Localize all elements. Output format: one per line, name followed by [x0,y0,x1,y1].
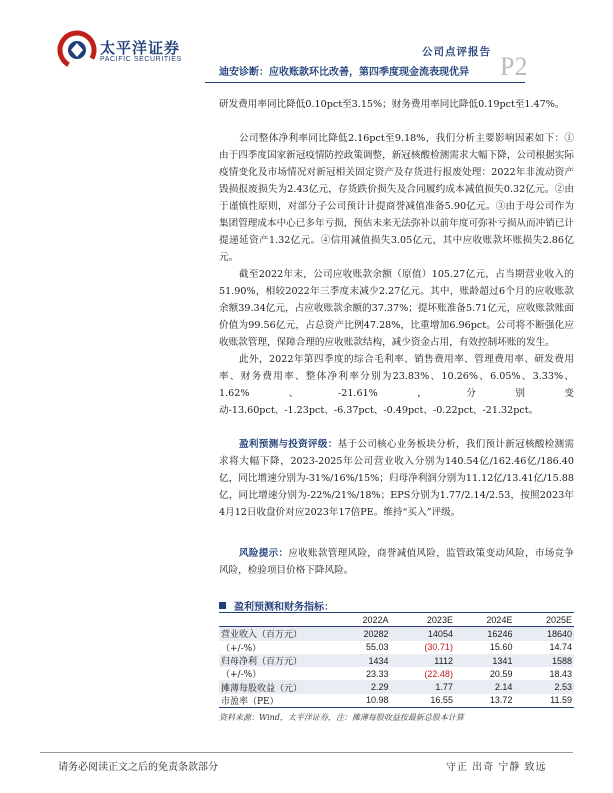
row-label: 营业收入（百万元） [219,627,331,641]
table-cell: 10.98 [331,694,391,708]
table-cell: 2.53 [514,680,574,693]
table-cell: 15.60 [489,642,513,653]
table-row [219,654,574,667]
table-header-cell: 2024E [455,613,515,627]
table-cell: 14054 [391,627,455,641]
row-label: （+/-%） [221,643,262,654]
paragraph-text: 截至2022年末，公司应收账款余额（原值）105.27亿元，占当期营业收入的51.90%，相较2022年三季度末减少2.27亿元。其中，账龄超过6个月的应收账款余额39.34亿元，占应收账款余额的37.37%；提坏账准备5.71亿元，应收账款账面价值为99.56亿元，占总资产比例47.28%，比重增加6.96pct。公司将不断强化应收账款管理，保障合理的应收账款结构，减少资金占用，有效控制坏账的发生。 [219,269,574,348]
table-cell-negative: (30.71) [424,642,453,653]
table-header-cell: 2025E [514,613,574,627]
paragraph-receivables [219,266,574,351]
paragraph-expense-rates [219,96,574,113]
square-bullet-icon [219,602,226,609]
paragraph-text: 此外，2022年第四季度的综合毛利率、销售费用率、管理费用率、研发费用率、财务费用率、整体净利率分别为23.83%、10.26%、6.05%、3.33%、1.62%、-21.61%，分别变动-13.60pct、-1.23pct、-6.37pct、-0.49pct、-0.22pct、-21.32pct。 [219,354,574,416]
table-cell: 18640 [514,627,574,641]
footer-divider [40,752,573,753]
company-logo-icon [57,30,97,70]
table-title [219,598,334,613]
paragraph-text: 公司整体净利率同比降低2.16pct至9.18%，我们分析主要影响因素如下：①由于四季度国家新冠疫情防控政策调整，新冠核酸检测需求大幅下降，公司根据实际疫情变化及市场情况对新冠相关固定资产及存货进行报废处理：2022年非流动资产毁损报废损失为2.43亿元，存货跌价损失及合同履约成本减值损失0.32亿元。②由于谨慎性原则，对部分子公司预计计提商誉减值准备5.90亿元。③由于母公司作为集团管理成本中心已多年亏损，预估未来无法弥补以前年度可弥补亏损从而冲销已计提递延资产1.32亿元。④信用减值损失3.05亿元，其中应收账款坏账损失2.86亿元。 [219,133,574,263]
header-divider [205,82,525,83]
table-row [219,641,574,654]
company-name-en: PACIFIC SECURITIES [100,56,182,63]
table-cell: 1.77 [391,680,455,693]
table-cell: 2.14 [455,680,515,693]
table-cell: 16.55 [391,694,455,708]
table-cell-negative: (22.48) [424,668,453,679]
forecast-text: 基于公司核心业务板块分析，我们预计新冠核酸检测需求将大幅下降，2023-2025年公司营业收入分别为140.54亿/162.46亿/186.40亿，同比增速分别为-31%/16%/15%；归母净利润分别为11.12亿/13.41亿/15.88亿，同比增速分别为-22%/21%/18%；EPS分别为1.77/2.14/2.53，按照2023年4月12日收盘价对应2023年17倍PE。维持“买入”评级。 [219,439,575,518]
table-cell: 2.29 [331,680,391,693]
table-header-cell: 2023E [391,613,455,627]
table-cell: 16246 [455,627,515,641]
table-header-cell [219,613,331,627]
report-header-title: 迪安诊断：应收账款环比改善，第四季度现金流表现优异 [219,67,469,78]
financial-forecast-table [219,612,574,708]
company-name-cn: 太平洋证券 [100,39,181,57]
paragraph-net-margin [219,130,574,266]
table-row [219,680,574,693]
table-header-row [219,613,574,627]
row-label: 摊薄每股收益（元） [219,680,331,693]
table-source-note: 资料来源：Wind，太平洋证券，注：摊薄每股收益按最新总股本计算 [219,713,464,722]
row-label: （+/-%） [221,670,262,681]
table-cell: 11.59 [514,694,574,708]
table-cell: 1112 [391,654,455,667]
report-type: 公司点评报告 [422,46,491,58]
table-cell: 20282 [331,627,391,641]
table-cell: 1588 [514,654,574,667]
table-header-cell: 2022A [331,613,391,627]
table-cell: 1341 [455,654,515,667]
table-row [219,667,574,680]
footer-disclaimer: 请务必阅读正文之后的免责条款部分 [58,762,218,773]
footer-motto: 守正 出奇 宁静 致远 [446,762,547,773]
table-row [219,694,574,708]
paragraph-forecast [219,436,574,521]
table-cell: 13.72 [455,694,515,708]
paragraph-text: 研发费用率同比降低0.10pct至3.15%；财务费用率同比降低0.19pct至1.47%。 [219,99,565,110]
table-cell: 20.59 [489,668,513,679]
table-cell: 14.74 [549,642,572,653]
table-cell: 18.43 [549,668,572,679]
paragraph-q4-ratios [219,351,574,419]
risk-text: 应收账款管理风险，商誉减值风险，监管政策变动风险，市场竞争风险，检验项目价格下降风险。 [219,548,575,576]
table-cell: 55.03 [365,642,389,653]
page-number: P2 [500,52,528,81]
row-label: 市盈率（PE） [219,694,331,708]
table-title-text: 盈利预测和财务指标： [234,602,334,613]
table-row [219,627,574,641]
forecast-lead: 盈利预测与投资评级： [239,439,338,450]
table-cell: 1434 [331,654,391,667]
risk-lead: 风险提示： [239,548,289,559]
paragraph-risk [219,545,574,579]
row-label: 归母净利（百万元） [219,654,331,667]
table-cell: 23.33 [365,668,389,679]
